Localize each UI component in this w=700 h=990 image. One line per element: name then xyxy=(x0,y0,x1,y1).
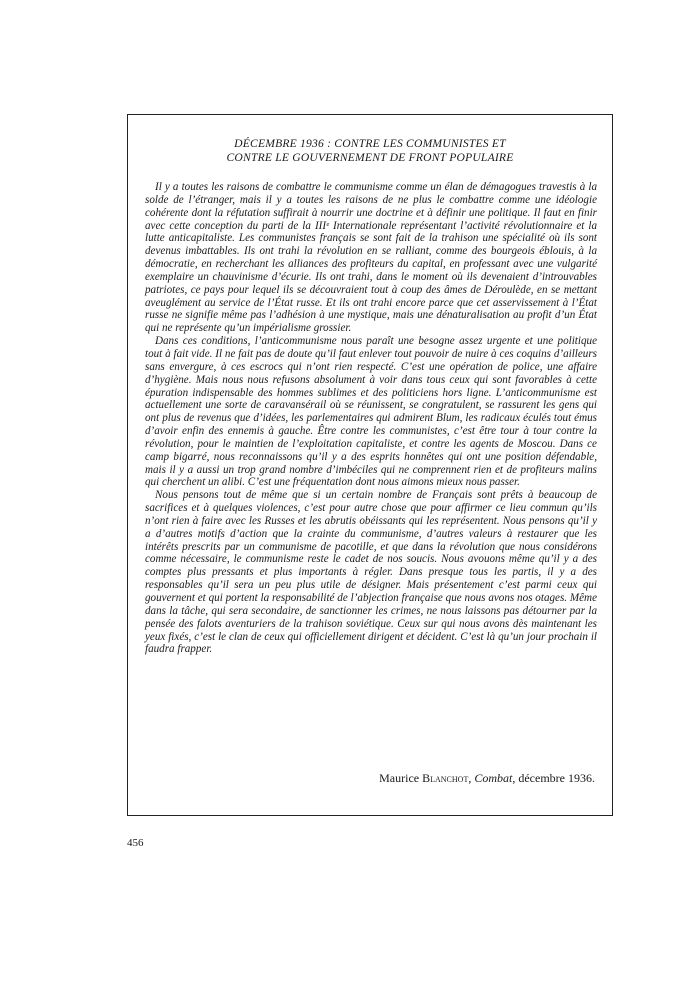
paragraph-2: Dans ces conditions, l’anticommunisme nous paraît une besogne assez urgente et une politique tout à fait vide. Il ne fait pas de doute qu’il faut enlever tout pouvoir de nuire à ces coquins d’ailleurs sans envergure, à ces escrocs qui n’ont rien respecté. C’est une opération de police, une affaire d’hygiène. Mais nous nous refusons absolument à voir dans tous ceux qui sont favorables à cette épuration indispensable des hommes sublimes et des politiciens hors ligne. L’anticommunisme est actuellement une sorte de caravansérail où se réunissent, se congratulent, se rassurent les gens qui ont plus de revenus que d’idées, les parlementaires qui admirent Blum, les radicaux éculés tout émus d’avoir enfin des ennemis à gauche. Être contre les communistes, c’est être tour à tour contre la révolution, pour le maintien de l’exploitation capitaliste, et contre les agents de Moscou. Dans ce camp bigarré, nous reconnaissons qu’il y a des esprits honnêtes qui ont une position défendable, mais il y a aussi un trop grand nombre d’imbéciles qui ne comprennent rien et de profiteurs malins qui cherchent un alibi. C’est une fréquentation dont nous aimons mieux nous passer. xyxy=(145,335,597,489)
title-line-1: DÉCEMBRE 1936 : CONTRE LES COMMUNISTES ET xyxy=(234,137,506,150)
article-body xyxy=(145,181,597,656)
publication-date: , décembre 1936. xyxy=(512,771,595,785)
page-number: 456 xyxy=(127,837,144,849)
title-line-2: CONTRE LE GOUVERNEMENT DE FRONT POPULAIRE xyxy=(226,151,514,164)
signature-separator: , xyxy=(468,771,472,785)
author-last-name: Blanchot xyxy=(422,771,469,785)
article-title xyxy=(128,137,612,165)
journal-name: Combat xyxy=(474,771,513,785)
author-first-name: Maurice xyxy=(379,771,420,785)
signature-line xyxy=(379,771,595,786)
paragraph-3: Nous pensons tout de même que si un certain nombre de Français sont prêts à beaucoup de sacrifices et à quelques violences, c’est pour autre chose que pour affirmer ce lieu commun qu’ils n’ont rien à faire avec les Russes et les abrutis obéissants qui les représentent. Nous pensons qu’il y a d’autres motifs d’action que la crainte du communisme, d’autres valeurs à restaurer que les intérêts prescrits par un communisme de pacotille, et que dans la révolution que nous considérons comme nécessaire, le communisme reste le cadet de nos soucis. Nous avouons même qu’il y a des comptes plus pressants et plus importants à régler. Dans presque tous les partis, il y a des responsables qu’il sera un peu plus utile de désigner. Mais présentement c’est parmi ceux qui gouvernent et qui portent la responsabilité de l’abjection française que nous avons nos otages. Même dans la tâche, qui sera secondaire, de sanctionner les crimes, ne nous laissons pas détourner par la pensée des falots aventuriers de la trahison soviétique. Ceux sur qui nous avons dès maintenant les yeux fixés, c’est le clan de ceux qui officiellement dirigent et décident. C’est là qu’un jour prochain il faudra frapper. xyxy=(145,489,597,656)
text-box xyxy=(127,114,613,816)
paragraph-1: Il y a toutes les raisons de combattre le communisme comme un élan de démagogues travestis à la solde de l’étranger, mais il y a toutes les raisons de ne plus le combattre comme une idéologie cohérente dont la réfutation suffirait à nourrir une doctrine et à définir une politique. Il faut en finir avec cette conception du parti de la IIIᵉ Internationale représentant l’activité révolutionnaire et la lutte anticapitaliste. Les communistes français se sont fait de la trahison une spécialité où ils sont devenus imbattables. Ils ont trahi la révolution en se ralliant, comme des bourgeois éblouis, à la démocratie, en recherchant les alliances des profiteurs du capital, en professant avec une vulgarité exemplaire un chauvinisme d’écurie. Ils ont trahi, dans le moment où ils devenaient d’introuvables patriotes, ce pays pour lequel ils se découvraient tout à coup des âmes de Déroulède, en se mettant aveuglément au service de l’État russe. Et ils ont trahi encore parce que cet asservissement à l’État russe ne signifie même pas l’adhésion à une mystique, mais une dénaturalisation au profit d’un État qui ne représente qu’un impérialisme grossier. xyxy=(145,181,597,335)
